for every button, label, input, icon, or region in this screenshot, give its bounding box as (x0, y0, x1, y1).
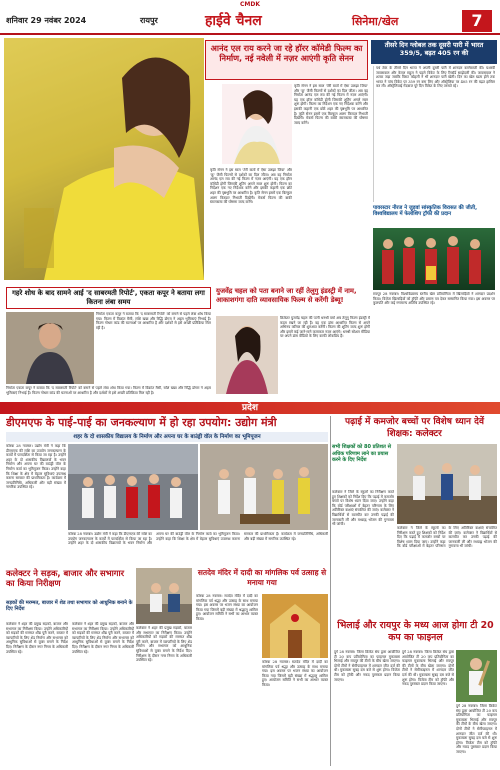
news2-body: कलेक्टर ने जिले के स्कूलों का निरीक्षण करते हुए शिक्षकों को निर्देश दिए कि पढ़ाई में कमजोर बच्चों पर विशेष ध्यान दिया जाए। उन्होंने कहा कि बोर्ड परीक्षाओं में बेहतर परिणाम के लिए अतिरिक्त कक्षाएं संचालित की जाएं। कलेक्टर ने विद्यार्थियों से बातचीत कर उनकी पढ़ाई की जानकारी ली और मध्याह्न भोजन की गुणवत्ता भी जांची। (332, 490, 394, 527)
story2-body: निर्माता एकता कपूर ने बताया कि 'द साबरमती रिपोर्ट' को बनाने से पहले लंबा शोध किया गया। फिल्म में विक्रांत मैसी, राशि खन्ना और रिद्धि डोगरा ने अहम भूमिकाएं निभाई हैं। फिल्म गोधरा कांड की घटनाओं पर आधारित है और दर्शकों से इसे अच्छी प्रतिक्रिया मिल रही है। (96, 312, 211, 330)
actress-illustration (4, 38, 204, 280)
lead-inset-photo (222, 84, 292, 164)
sidebar-headline: तीसरे दिन ग्लोबल तक दूसरी पारी में भारत 359/5, बढ़त 405 रन की (371, 40, 497, 64)
news2-body-continued: कलेक्टर ने जिले के स्कूलों का निरीक्षण करते हुए शिक्षकों को निर्देश दिए कि पढ़ाई में कमजोर बच्चों पर विशेष ध्यान दिया जाए। उन्होंने कहा कि बोर्ड परीक्षाओं में बेहतर परिणाम के लिए अतिरिक्त कक्षाएं संचालित की जाएं। कलेक्टर ने विद्यार्थियों से बातचीत कर उनकी पढ़ाई की जानकारी ली और मध्याह्न भोजन की गुणवत्ता भी जांची। (397, 526, 497, 549)
news3-body: कलेक्टर ने शहर की प्रमुख सड़कों, बाजार और सभागार का निरीक्षण किया। उन्होंने अधिकारियों को सड़कों की मरम्मत शीघ्र पूरी करने, बाजार में व्यापारियों के लिए शेड निर्माण और सभागार को आधुनिक सुविधाओं से युक्त बनाने के निर्देश दिए। निरीक्षण के दौरान नगर निगम के अधिकारी उपस्थित रहे। (6, 622, 68, 654)
sidebar-sub-headline: पावरस्टार नीरज ने जुड़वां सांस्कृतिक विरासत की जीती, विश्वविद्यालय में फेलोशिप ट्रॉफी की प्रदान (373, 205, 478, 218)
news2-headline: पढ़ाई में कमजोर बच्चों पर विशेष ध्यान देवें शिक्षक: कलेक्टर (345, 417, 484, 439)
sports-trophy-photo (373, 228, 495, 290)
sidebar-body: पर्थ टेस्ट के तीसरे दिन भारत ने अपनी दूसरी पारी में शानदार बल्लेबाजी की। यशस्वी जायसवाल और केएल राहुल ने पहले विकेट के लिए रिकॉर्ड साझेदारी की। जायसवाल ने शतक जड़ा जबकि विराट कोहली ने भी शानदार पारी खेली। दिन का खेल खत्म होने तक भारत ने पांच विकेट पर 359 रन बना लिए और ऑस्ट्रेलिया पर 405 रन की बढ़त हासिल कर ली। ऑस्ट्रेलियाई गेंदबाज पूरे दिन विकेट के लिए तरसते रहे। (373, 66, 495, 202)
story2-headline: गहरे शोध के बाद सामने आई 'द साबरमती रिपोर्ट', एकता कपूर ने बताया लगा कितना लंबा समय (6, 287, 211, 309)
section-title: सिनेमा/खेल (352, 15, 399, 28)
news1-photo-ceremony (200, 444, 328, 530)
top-watermark: CMDK (239, 1, 260, 8)
news5-body: दुर्ग 28 नवम्बर। जिला क्रिकेट संघ द्वारा आयोजित टी 20 कप प्रतियोगिता का फाइनल मुकाबला भिलाई और रायपुर की टीमों के बीच खेला जाएगा। दोनों टीमों ने सेमीफाइनल में शानदार जीत दर्ज की थी। मुकाबला सुबह दस बजे से शुरू होगा। विजेता टीम को ट्रॉफी और नकद पुरस्कार प्रदान किया जाएगा। (334, 650, 400, 682)
story3-body: क्रिकेटर युजवेंद्र चहल की पत्नी धनश्री वर्मा अब तेलुगु फिल्म इंडस्ट्री में कदम रखने जा रही हैं। वह एक डांस आधारित फिल्म से अपने अभिनय करियर की शुरुआत करेंगी। फिल्म की शूटिंग जल्द शुरू होगी और इसमें कई जाने-माने कलाकार नज़र आएंगे। धनश्री सोशल मीडिया पर अपने डांस वीडियो के लिए काफी लोकप्रिय हैं। (280, 316, 370, 339)
news5-body-continued: दुर्ग 28 नवम्बर। जिला क्रिकेट संघ द्वारा आयोजित टी 20 कप प्रतियोगिता का फाइनल मुकाबला भिलाई और रायपुर की टीमों के बीच खेला जाएगा। दोनों टीमों ने सेमीफाइनल में शानदार जीत दर्ज की थी। मुकाबला सुबह दस बजे से शुरू होगा। विजेता टीम को ट्रॉफी और नकद पुरस्कार प्रदान किया जाएगा। (402, 650, 454, 687)
news4-body-continued: कोरबा 28 नवम्बर। सतदेव मंदिर में दादी का मांगलिक पर्व श्रद्धा और उत्साह के साथ मनाया गया। इस अवसर पर भजन संध्या का आयोजन किया गया जिसमें बड़ी संख्या में श्रद्धालु शामिल हुए। आयोजन समिति ने सभी का आभार व्यक्त किया। (262, 660, 328, 687)
news1-photo-group (68, 444, 198, 530)
page-number: 7 (462, 10, 492, 32)
section-band-pradesh: प्रदेश (0, 402, 500, 414)
news1-headline: डीएमएफ के पाई-पाई का जनकल्याण में हो रहा उपयोग: उद्योग मंत्री (6, 416, 277, 429)
news4-body: कोरबा 28 नवम्बर। सतदेव मंदिर में दादी का मांगलिक पर्व श्रद्धा और उत्साह के साथ मनाया गया। इस अवसर पर भजन संध्या का आयोजन किया गया जिसमें बड़ी संख्या में श्रद्धालु शामिल हुए। आयोजन समिति ने सभी का आभार व्यक्त किया। (196, 594, 258, 621)
news1-body-continued: कोरबा 28 नवम्बर। उद्योग मंत्री ने कहा कि डीएमएफ की राशि का उपयोग जनकल्याण के कार्यों में पारदर्शिता से किया जा रहा है। उन्होंने शहर के दो शासकीय विद्यालयों के भवन निर्माण और अपना घर की बाउंड्री वॉल के निर्माण कार्य का भूमिपूजन किया। उन्होंने कहा कि शिक्षा के क्षेत्र में बेहतर सुविधाएं उपलब्ध कराना सरकार की प्राथमिकता है। कार्यक्रम में जनप्रतिनिधि, अधिकारी और बड़ी संख्या में नागरिक उपस्थित रहे। (68, 532, 328, 546)
news5-body-more: दुर्ग 28 नवम्बर। जिला क्रिकेट संघ द्वारा आयोजित टी 20 कप प्रतियोगिता का फाइनल मुकाबला भिलाई और रायपुर की टीमों के बीच खेला जाएगा। दोनों टीमों ने सेमीफाइनल में शानदार जीत दर्ज की थी। मुकाबला सुबह दस बजे से शुरू होगा। विजेता टीम को ट्रॉफी और नकद पुरस्कार प्रदान किया जाएगा। (456, 704, 497, 754)
news1-subheadline: शहर के दो शासकीय विद्यालय के निर्माण और अपना घर के बाउंड्री वॉल के निर्माण का भूमिपूजन (6, 432, 328, 442)
lead-body: कृति सेनन ने इस साल 'तेरी बातों में ऐसा उलझा जिया' और 'क्रू' जैसी फिल्मों से दर्शकों का दिल जीता। अब वह निर्माता आनंद एल राय की नई फिल्म में नज़र आएंगी। यह एक हॉरर कॉमेडी होगी जिसकी शूटिंग अगले साल शुरू होगी। फिल्म का निर्देशन एक नए निर्देशक करेंगे और इसकी कहानी एक छोटे शहर की पृष्ठभूमि पर आधारित है। कृति सेनन इसमें एक बिल्कुल अलग किरदार निभाती दिखेंगी। मेकर्स फिल्म की बाकी स्टारकास्ट की घोषणा जल्द करेंगे। (294, 84, 368, 125)
news4-headline: सतदेव मंदिर में दादी का मांगलिक पर्व उत्साह से मनाया गया (197, 568, 327, 587)
lead-body-continued: कृति सेनन ने इस साल 'तेरी बातों में ऐसा उलझा जिया' और 'क्रू' जैसी फिल्मों से दर्शकों का दिल जीता। अब वह निर्माता आनंद एल राय की नई फिल्म में नज़र आएंगी। यह एक हॉरर कॉमेडी होगी जिसकी शूटिंग अगले साल शुरू होगी। फिल्म का निर्देशन एक नए निर्देशक करेंगे और इसकी कहानी एक छोटे शहर की पृष्ठभूमि पर आधारित है। कृति सेनन इसमें एक बिल्कुल अलग किरदार निभाती दिखेंगी। मेकर्स फिल्म की बाकी स्टारकास्ट की घोषणा जल्द करेंगे। (210, 168, 292, 205)
news2-subheadline: सभी शिक्षकों को 80 प्रतिशत से अधिक परिणाम लाने का प्रयास करने के दिए निर्देश (332, 444, 392, 464)
news5-photo (456, 650, 497, 702)
news3-body-continued: कलेक्टर ने शहर की प्रमुख सड़कों, बाजार और सभागार का निरीक्षण किया। उन्होंने अधिकारियों को सड़कों की मरम्मत शीघ्र पूरी करने, बाजार में व्यापारियों के लिए शेड निर्माण और सभागार को आधुनिक सुविधाओं से युक्त बनाने के निर्देश दिए। निरीक्षण के दौरान नगर निगम के अधिकारी उपस्थित रहे। (72, 622, 134, 654)
issue-date: शनिवार 29 नवंबर 2024 (6, 16, 87, 25)
news5-headline: भिलाई और रायपुर के मध्य आज होगा टी 20 कप का फाइनल (337, 620, 494, 643)
news1-body: कोरबा 28 नवम्बर। उद्योग मंत्री ने कहा कि डीएमएफ की राशि का उपयोग जनकल्याण के कार्यों में पारदर्शिता से किया जा रहा है। उन्होंने शहर के दो शासकीय विद्यालयों के भवन निर्माण और अपना घर की बाउंड्री वॉल के निर्माण कार्य का भूमिपूजन किया। उन्होंने कहा कि शिक्षा के क्षेत्र में बेहतर सुविधाएं उपलब्ध कराना सरकार की प्राथमिकता है। कार्यक्रम में जनप्रतिनिधि, अधिकारी और बड़ी संख्या में नागरिक उपस्थित रहे। (6, 444, 66, 490)
masthead (0, 9, 500, 35)
story3-photo (216, 316, 278, 394)
news2-photo (397, 444, 497, 524)
story2-photo (6, 312, 94, 384)
lead-headline: आनंद एल राय करने जा रहे हॉरर कॉमेडी फिल्म का निर्माण, नई नवेली में नज़र आएंगी कृति सेनन (205, 40, 368, 80)
news3-subheadline: सड़कों की मरम्मत, बाजार में शेड तथा सभागार को आधुनिक बनाने के दिए निर्देश (6, 600, 133, 613)
lead-photo (4, 38, 204, 280)
story2-body-continued: निर्माता एकता कपूर ने बताया कि 'द साबरमती रिपोर्ट' को बनाने से पहले लंबा शोध किया गया। फिल्म में विक्रांत मैसी, राशि खन्ना और रिद्धि डोगरा ने अहम भूमिकाएं निभाई हैं। फिल्म गोधरा कांड की घटनाओं पर आधारित है और दर्शकों से इसे अच्छी प्रतिक्रिया मिल रही है। (6, 386, 211, 395)
column-divider (330, 416, 331, 766)
story3-headline: युजवेंद्र चहल को पता बनाने जा रहीं तेलुगु इंडस्ट्री में नाम, आकाशगंगा दाति व्यावसायिक फिल्म से करेंगी डेब्यू! (216, 287, 357, 304)
news3-headline: कलेक्टर ने सड़क, बाजार और सभागार का किया निरीक्षण (6, 568, 125, 589)
news4-photo (262, 594, 328, 658)
news3-body-more: कलेक्टर ने शहर की प्रमुख सड़कों, बाजार और सभागार का निरीक्षण किया। उन्होंने अधिकारियों को सड़कों की मरम्मत शीघ्र पूरी करने, बाजार में व्यापारियों के लिए शेड निर्माण और सभागार को आधुनिक सुविधाओं से युक्त बनाने के निर्देश दिए। निरीक्षण के दौरान नगर निगम के अधिकारी उपस्थित रहे। (136, 626, 192, 663)
news3-photo (136, 568, 192, 624)
newspaper-brand: हाईवे चैनल (205, 13, 262, 29)
sidebar-sub-body: रायपुर 28 नवम्बर। विश्वविद्यालय स्तरीय खेल प्रतियोगिता में खिलाड़ियों ने शानदार प्रदर्शन किया। विजेता खिलाड़ियों को ट्रॉफी और प्रमाण पत्र देकर सम्मानित किया गया। इस अवसर पर कुलपति और कई गणमान्य अतिथि उपस्थित रहे। (373, 292, 495, 306)
edition-city: रायपुर (140, 16, 158, 25)
